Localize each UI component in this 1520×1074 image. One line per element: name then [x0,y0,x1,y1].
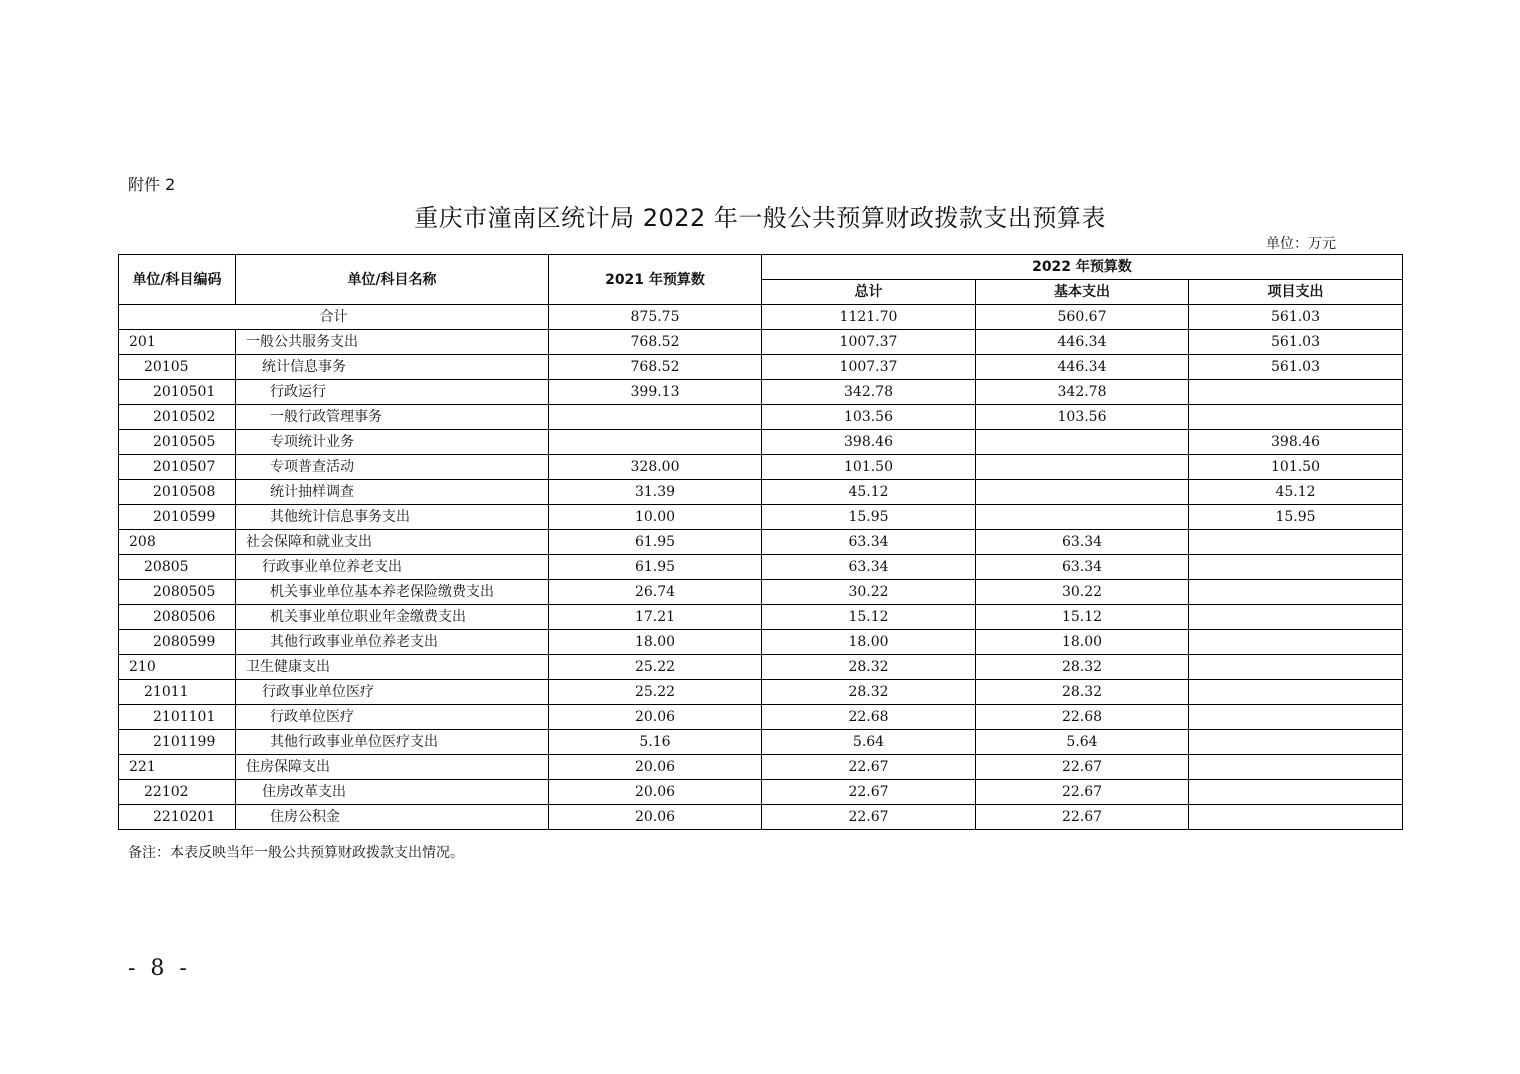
attachment-label: 附件 2 [128,175,176,194]
cell-basic: 63.34 [976,555,1189,580]
cell-basic: 446.34 [976,355,1189,380]
cell-code: 2101101 [119,705,236,730]
cell-name: 行政单位医疗 [236,705,549,730]
table-row [119,355,1403,380]
cell-code: 210 [119,655,236,680]
cell-basic: 30.22 [976,580,1189,605]
table-row [119,680,1403,705]
cell-total: 45.12 [762,480,976,505]
header-name: 单位/科目名称 [236,255,549,305]
cell-project: 15.95 [1189,505,1403,530]
cell-project [1189,755,1403,780]
table-row [119,555,1403,580]
header-basic: 基本支出 [976,280,1189,305]
cell-name: 统计信息事务 [236,355,549,380]
cell-prev-year: 25.22 [549,680,762,705]
cell-name: 一般行政管理事务 [236,405,549,430]
cell-total: 1007.37 [762,330,976,355]
cell-name: 行政事业单位养老支出 [236,555,549,580]
cell-prev-year: 20.06 [549,805,762,830]
cell-prev-year: 20.06 [549,780,762,805]
page-number: - 8 - [128,956,191,981]
cell-code: 22102 [119,780,236,805]
cell-project [1189,730,1403,755]
cell-project: 561.03 [1189,330,1403,355]
cell-code: 2080599 [119,630,236,655]
cell-prev-year [549,430,762,455]
cell-project: 45.12 [1189,480,1403,505]
cell-code: 20105 [119,355,236,380]
cell-total: 28.32 [762,655,976,680]
cell-project [1189,605,1403,630]
header-total: 总计 [762,280,976,305]
cell-prev-year: 768.52 [549,330,762,355]
cell-code: 2010508 [119,480,236,505]
cell-code: 2210201 [119,805,236,830]
cell-project [1189,655,1403,680]
table-body [119,305,1403,830]
cell-project: 398.46 [1189,430,1403,455]
table-row [119,580,1403,605]
cell-prev-year: 10.00 [549,505,762,530]
cell-name: 住房公积金 [236,805,549,830]
cell-name: 其他统计信息事务支出 [236,505,549,530]
cell-code: 2010599 [119,505,236,530]
cell-project [1189,705,1403,730]
cell-code: 208 [119,530,236,555]
cell-total: 18.00 [762,630,976,655]
cell-total: 22.67 [762,780,976,805]
cell-basic: 22.67 [976,805,1189,830]
cell-total: 398.46 [762,430,976,455]
cell-basic [976,505,1189,530]
table-row [119,530,1403,555]
cell-prev-year: 25.22 [549,655,762,680]
cell-basic: 18.00 [976,630,1189,655]
cell-code: 20805 [119,555,236,580]
cell-basic: 342.78 [976,380,1189,405]
cell-basic: 22.67 [976,755,1189,780]
cell-basic: 5.64 [976,730,1189,755]
table-row [119,605,1403,630]
table-row [119,430,1403,455]
cell-name: 专项普查活动 [236,455,549,480]
cell-total: 63.34 [762,555,976,580]
cell-total: 5.64 [762,730,976,755]
cell-project [1189,405,1403,430]
budget-table [118,254,1403,830]
cell-name: 行政运行 [236,380,549,405]
total-label: 合计 [119,305,549,330]
table-row [119,780,1403,805]
cell-code: 21011 [119,680,236,705]
cell-project [1189,630,1403,655]
cell-name: 专项统计业务 [236,430,549,455]
cell-total: 15.95 [762,505,976,530]
cell-prev-year: 17.21 [549,605,762,630]
table-row [119,330,1403,355]
cell-basic [976,430,1189,455]
header-prev-year: 2021 年预算数 [549,255,762,305]
cell-total: 30.22 [762,580,976,605]
cell-code: 2010505 [119,430,236,455]
total-basic: 560.67 [976,305,1189,330]
header-current-year-group: 2022 年预算数 [762,255,1403,280]
header-project: 项目支出 [1189,280,1403,305]
cell-code: 2080506 [119,605,236,630]
cell-prev-year: 768.52 [549,355,762,380]
cell-name: 统计抽样调查 [236,480,549,505]
cell-project [1189,680,1403,705]
total-row [119,305,1403,330]
table-row [119,705,1403,730]
total-total: 1121.70 [762,305,976,330]
cell-total: 103.56 [762,405,976,430]
table-row [119,480,1403,505]
cell-name: 其他行政事业单位养老支出 [236,630,549,655]
cell-code: 201 [119,330,236,355]
cell-prev-year: 26.74 [549,580,762,605]
table-row [119,755,1403,780]
cell-code: 2010501 [119,380,236,405]
cell-basic: 22.67 [976,780,1189,805]
table-row [119,380,1403,405]
cell-project [1189,805,1403,830]
cell-prev-year [549,405,762,430]
unit-label: 单位：万元 [1266,236,1336,252]
cell-name: 其他行政事业单位医疗支出 [236,730,549,755]
total-prev: 875.75 [549,305,762,330]
cell-prev-year: 20.06 [549,755,762,780]
document-title: 重庆市潼南区统计局 2022 年一般公共预算财政拨款支出预算表 [414,204,1106,232]
table-row [119,405,1403,430]
cell-total: 1007.37 [762,355,976,380]
table-row [119,455,1403,480]
cell-total: 22.68 [762,705,976,730]
cell-total: 15.12 [762,605,976,630]
header-code: 单位/科目编码 [119,255,236,305]
cell-total: 342.78 [762,380,976,405]
cell-name: 卫生健康支出 [236,655,549,680]
table-row [119,730,1403,755]
cell-prev-year: 5.16 [549,730,762,755]
cell-prev-year: 20.06 [549,705,762,730]
cell-project [1189,380,1403,405]
cell-code: 221 [119,755,236,780]
total-project: 561.03 [1189,305,1403,330]
cell-name: 社会保障和就业支出 [236,530,549,555]
table-row [119,805,1403,830]
cell-name: 住房改革支出 [236,780,549,805]
cell-basic [976,455,1189,480]
cell-code: 2101199 [119,730,236,755]
cell-basic: 22.68 [976,705,1189,730]
cell-basic: 63.34 [976,530,1189,555]
cell-total: 63.34 [762,530,976,555]
cell-project [1189,580,1403,605]
cell-total: 101.50 [762,455,976,480]
cell-basic: 103.56 [976,405,1189,430]
table-header [119,255,1403,305]
cell-prev-year: 61.95 [549,555,762,580]
cell-name: 住房保障支出 [236,755,549,780]
cell-prev-year: 399.13 [549,380,762,405]
cell-project [1189,555,1403,580]
cell-name: 行政事业单位医疗 [236,680,549,705]
cell-name: 一般公共服务支出 [236,330,549,355]
table-row [119,505,1403,530]
cell-basic: 446.34 [976,330,1189,355]
cell-basic: 15.12 [976,605,1189,630]
cell-code: 2010502 [119,405,236,430]
cell-prev-year: 31.39 [549,480,762,505]
cell-name: 机关事业单位基本养老保险缴费支出 [236,580,549,605]
cell-basic [976,480,1189,505]
cell-code: 2010507 [119,455,236,480]
cell-total: 22.67 [762,755,976,780]
cell-project [1189,780,1403,805]
table-row [119,630,1403,655]
cell-prev-year: 328.00 [549,455,762,480]
table-row [119,655,1403,680]
cell-basic: 28.32 [976,655,1189,680]
footnote: 备注：本表反映当年一般公共预算财政拨款支出情况。 [128,845,464,861]
cell-code: 2080505 [119,580,236,605]
cell-prev-year: 61.95 [549,530,762,555]
cell-total: 22.67 [762,805,976,830]
cell-name: 机关事业单位职业年金缴费支出 [236,605,549,630]
cell-project [1189,530,1403,555]
cell-basic: 28.32 [976,680,1189,705]
cell-project: 101.50 [1189,455,1403,480]
cell-project: 561.03 [1189,355,1403,380]
cell-prev-year: 18.00 [549,630,762,655]
cell-total: 28.32 [762,680,976,705]
